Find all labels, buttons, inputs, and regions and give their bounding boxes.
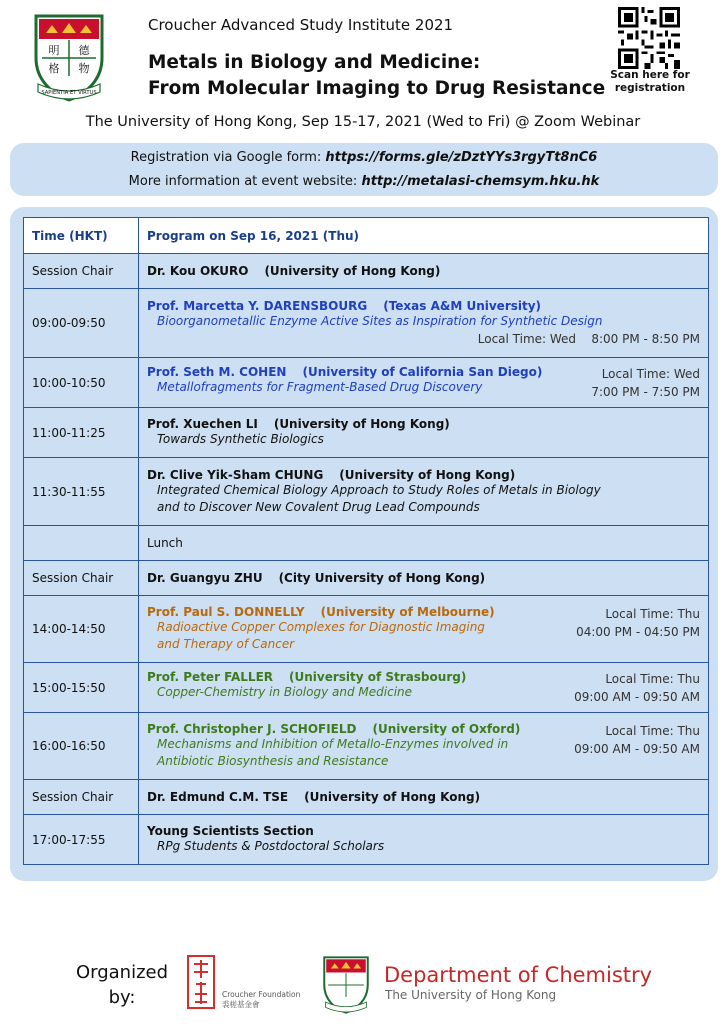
svg-text:SAPIENTIA ET VIRTUS: SAPIENTIA ET VIRTUS [41, 90, 97, 96]
local-time: Local Time: Thu 09:00 AM - 09:50 AM [574, 671, 700, 704]
speaker-affiliation: (University of Hong Kong) [339, 467, 516, 482]
talk-title: Bioorganometallic Enzyme Active Sites as Inspiration for Synthetic Design [157, 313, 603, 328]
lunch-break: Lunch [139, 526, 709, 561]
speaker-affiliation: (University of Oxford) [372, 722, 521, 736]
speaker-affiliation: (University of Melbourne) [320, 605, 495, 619]
talk-title-line-2: and to Discover New Covalent Drug Lead Compounds [157, 499, 480, 514]
croucher-foundation-name: Croucher Foundation 裘槎基金會 [222, 990, 301, 1009]
organized-by-label: Organized by: [75, 962, 169, 1008]
talk-title-line-2: Antibiotic Biosynthesis and Resistance [157, 754, 389, 768]
croucher-foundation-logo [186, 954, 216, 1010]
talk-title: Metallofragments for Fragment-Based Drug Discovery [157, 379, 483, 394]
table-row: 14:00-14:50 Prof. Paul S. DONNELLY (University of Melbourne) Radioactive Copper Complexes for Diagnostic Imaging and Therapy of Cancer Local Time: Thu 04:00 PM - 04:50 PM [24, 596, 709, 663]
talk-title: Copper-Chemistry in Biology and Medicine [157, 684, 413, 699]
title-line-2: From Molecular Imaging to Drug Resistance [148, 78, 606, 99]
event-title [148, 50, 605, 102]
program-column-header: Program on Sep 16, 2021 (Thu) [139, 218, 709, 254]
local-time: Local Time: Thu 04:00 PM - 04:50 PM [576, 607, 700, 639]
speaker-name: Prof. Paul S. DONNELLY [147, 605, 305, 619]
table-row: Session Chair Dr. Edmund C.M. TSE (University of Hong Kong) [24, 780, 709, 815]
speaker-name: Young Scientists Section [147, 824, 314, 838]
table-row: 16:00-16:50 Prof. Christopher J. SCHOFIELD (University of Oxford) Mechanisms and Inhibition of Metallo-Enzymes involved in Antibiotic Biosynthesis and Resistance Local Time: Thu 09:00 AM - 09:50 AM [24, 713, 709, 780]
speaker-name: Prof. Xuechen LI [147, 417, 258, 431]
table-row: 09:00-09:50 Prof. Marcetta Y. DARENSBOURG (Texas A&M University) Bioorganometallic Enzyme Active Sites as Inspiration for Synthetic Design Local Time: Wed 8:00 PM - 8:50 PM [24, 289, 709, 358]
speaker-name: Dr. Edmund C.M. TSE [147, 790, 289, 804]
svg-text:明: 明 [48, 44, 60, 57]
hku-crest-logo [32, 14, 106, 102]
event-website-line: More information at event website: http://metalasi-chemsym.hku.hk [128, 174, 600, 189]
speaker-affiliation: (Texas A&M University) [383, 298, 542, 313]
speaker-name: Prof. Christopher J. SCHOFIELD [147, 722, 357, 736]
table-header-row [24, 218, 709, 254]
event-series: Croucher Advanced Study Institute 2021 [148, 16, 454, 34]
local-time: Local Time: Wed 8:00 PM - 8:50 PM [477, 331, 700, 346]
hku-crest-logo-small [320, 956, 372, 1014]
time-column-header: Time (HKT) [24, 218, 139, 254]
event-venue: The University of Hong Kong, Sep 15-17, 2021 (Wed to Fri) @ Zoom Webinar [85, 114, 641, 130]
speaker-affiliation: (University of California San Diego) [302, 364, 543, 379]
speaker-name: Prof. Marcetta Y. DARENSBOURG [147, 298, 368, 313]
svg-text:物: 物 [78, 62, 90, 75]
local-time: Local Time: Wed 7:00 PM - 7:50 PM [591, 366, 700, 399]
department-name: Department of Chemistry [384, 963, 653, 987]
table-row: 11:00-11:25 Prof. Xuechen LI (University of Hong Kong) Towards Synthetic Biologics [24, 408, 709, 458]
table-row: Session Chair Dr. Kou OKURO (University of Hong Kong) [24, 254, 709, 289]
talk-title-line-1: Integrated Chemical Biology Approach to Study Roles of Metals in Biology [157, 482, 601, 497]
speaker-name: Dr. Guangyu ZHU [147, 571, 263, 585]
speaker-name: Dr. Clive Yik-Sham CHUNG [147, 467, 324, 482]
registration-form-line: Registration via Google form: https://forms.gle/zDztYYs3rgyTt8nC6 [130, 150, 598, 165]
table-row [24, 526, 709, 561]
speaker-affiliation: (University of Hong Kong) [264, 264, 441, 278]
table-row: 10:00-10:50 Prof. Seth M. COHEN (University of California San Diego) Metallofragments for Fragment-Based Drug Discovery Local Time: Wed 7:00 PM - 7:50 PM [24, 358, 709, 408]
svg-text:格: 格 [48, 62, 60, 75]
program-table [23, 217, 709, 865]
talk-title-line-2: and Therapy of Cancer [157, 637, 295, 651]
speaker-name: Prof. Peter FALLER [147, 669, 273, 684]
talk-title-line-1: Radioactive Copper Complexes for Diagnostic Imaging [157, 620, 485, 634]
talk-title: RPg Students & Postdoctoral Scholars [157, 839, 385, 853]
table-row: 11:30-11:55 Dr. Clive Yik-Sham CHUNG (University of Hong Kong) Integrated Chemical Biology Approach to Study Roles of Metals in Biology and to Discover New Covalent Drug Lead Compounds [24, 458, 709, 526]
talk-title: Towards Synthetic Biologics [157, 432, 324, 446]
event-website-link[interactable]: http://metalasi-chemsym.hku.hk [361, 174, 600, 189]
title-line-1: Metals in Biology and Medicine: [148, 52, 481, 73]
speaker-affiliation: (University of Hong Kong) [273, 417, 450, 431]
speaker-name: Prof. Seth M. COHEN [147, 364, 287, 379]
speaker-affiliation: (City University of Hong Kong) [278, 571, 486, 585]
speaker-name: Dr. Kou OKURO [147, 264, 249, 278]
registration-form-link[interactable]: https://forms.gle/zDztYYs3rgyTt8nC6 [325, 150, 598, 165]
local-time: Local Time: Thu 09:00 AM - 09:50 AM [574, 724, 700, 756]
speaker-affiliation: (University of Strasbourg) [289, 669, 467, 684]
registration-qr-code[interactable] [618, 7, 680, 69]
talk-title-line-1: Mechanisms and Inhibition of Metallo-Enzymes involved in [157, 737, 509, 751]
table-row: 15:00-15:50 Prof. Peter FALLER (University of Strasbourg) Copper-Chemistry in Biology and Medicine Local Time: Thu 09:00 AM - 09:50 AM [24, 663, 709, 713]
svg-text:德: 德 [78, 44, 90, 57]
department-university: The University of Hong Kong [385, 988, 557, 1002]
table-row: 17:00-17:55 Young Scientists Section RPg Students & Postdoctoral Scholars [24, 815, 709, 865]
speaker-affiliation: (University of Hong Kong) [304, 790, 481, 804]
qr-caption: Scan here for registration [610, 69, 690, 94]
table-row: Session Chair Dr. Guangyu ZHU (City University of Hong Kong) [24, 561, 709, 596]
registration-info [10, 143, 718, 196]
